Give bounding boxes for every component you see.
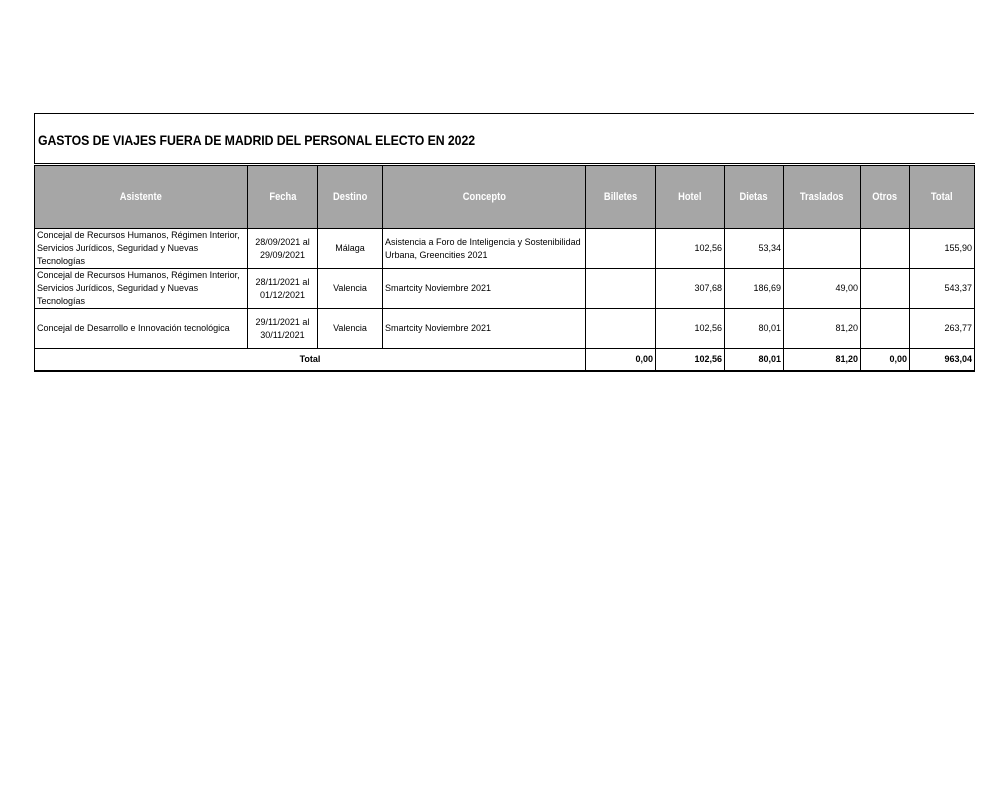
expenses-table	[34, 163, 975, 372]
table-row	[35, 269, 975, 309]
cell-total: 155,90	[910, 229, 975, 269]
table-row	[35, 229, 975, 269]
col-header-traslados: Traslados	[784, 165, 861, 229]
cell-otros	[861, 309, 910, 349]
cell-otros	[861, 229, 910, 269]
cell-concepto: Asistencia a Foro de Inteligencia y Sostenibilidad Urbana, Greencities 2021	[383, 229, 586, 269]
total-total: 963,04	[910, 349, 975, 372]
cell-destino: Málaga	[318, 229, 383, 269]
total-hotel: 102,56	[656, 349, 725, 372]
cell-billetes	[586, 229, 656, 269]
cell-total: 263,77	[910, 309, 975, 349]
report-sheet	[34, 113, 974, 372]
col-header-destino: Destino	[318, 165, 383, 229]
total-otros: 0,00	[861, 349, 910, 372]
col-header-billetes: Billetes	[586, 165, 656, 229]
header-row	[35, 165, 975, 229]
cell-concepto: Smartcity Noviembre 2021	[383, 269, 586, 309]
col-header-otros: Otros	[861, 165, 910, 229]
table-row	[35, 309, 975, 349]
cell-billetes	[586, 309, 656, 349]
cell-asistente: Concejal de Recursos Humanos, Régimen Interior, Servicios Jurídicos, Seguridad y Nuevas Tecnologías	[35, 269, 248, 309]
cell-destino: Valencia	[318, 269, 383, 309]
total-label: Total	[35, 349, 586, 372]
total-billetes: 0,00	[586, 349, 656, 372]
col-header-total: Total	[910, 165, 975, 229]
cell-total: 543,37	[910, 269, 975, 309]
col-header-fecha: Fecha	[248, 165, 318, 229]
cell-fecha: 28/11/2021 al 01/12/2021	[248, 269, 318, 309]
col-header-dietas: Dietas	[725, 165, 784, 229]
cell-hotel: 307,68	[656, 269, 725, 309]
col-header-concepto: Concepto	[383, 165, 586, 229]
cell-concepto: Smartcity Noviembre 2021	[383, 309, 586, 349]
cell-traslados: 49,00	[784, 269, 861, 309]
total-row	[35, 349, 975, 372]
cell-destino: Valencia	[318, 309, 383, 349]
cell-fecha: 28/09/2021 al 29/09/2021	[248, 229, 318, 269]
cell-traslados: 81,20	[784, 309, 861, 349]
report-title: GASTOS DE VIAJES FUERA DE MADRID DEL PERSONAL ELECTO EN 2022	[38, 132, 475, 148]
cell-otros	[861, 269, 910, 309]
total-dietas: 80,01	[725, 349, 784, 372]
cell-dietas: 80,01	[725, 309, 784, 349]
cell-traslados	[784, 229, 861, 269]
cell-dietas: 186,69	[725, 269, 784, 309]
cell-hotel: 102,56	[656, 309, 725, 349]
cell-asistente: Concejal de Desarrollo e Innovación tecnológica	[35, 309, 248, 349]
cell-hotel: 102,56	[656, 229, 725, 269]
col-header-asistente: Asistente	[35, 165, 248, 229]
cell-dietas: 53,34	[725, 229, 784, 269]
total-traslados: 81,20	[784, 349, 861, 372]
title-box	[34, 113, 974, 163]
cell-fecha: 29/11/2021 al 30/11/2021	[248, 309, 318, 349]
col-header-hotel: Hotel	[656, 165, 725, 229]
cell-billetes	[586, 269, 656, 309]
cell-asistente: Concejal de Recursos Humanos, Régimen Interior, Servicios Jurídicos, Seguridad y Nuevas Tecnologías	[35, 229, 248, 269]
